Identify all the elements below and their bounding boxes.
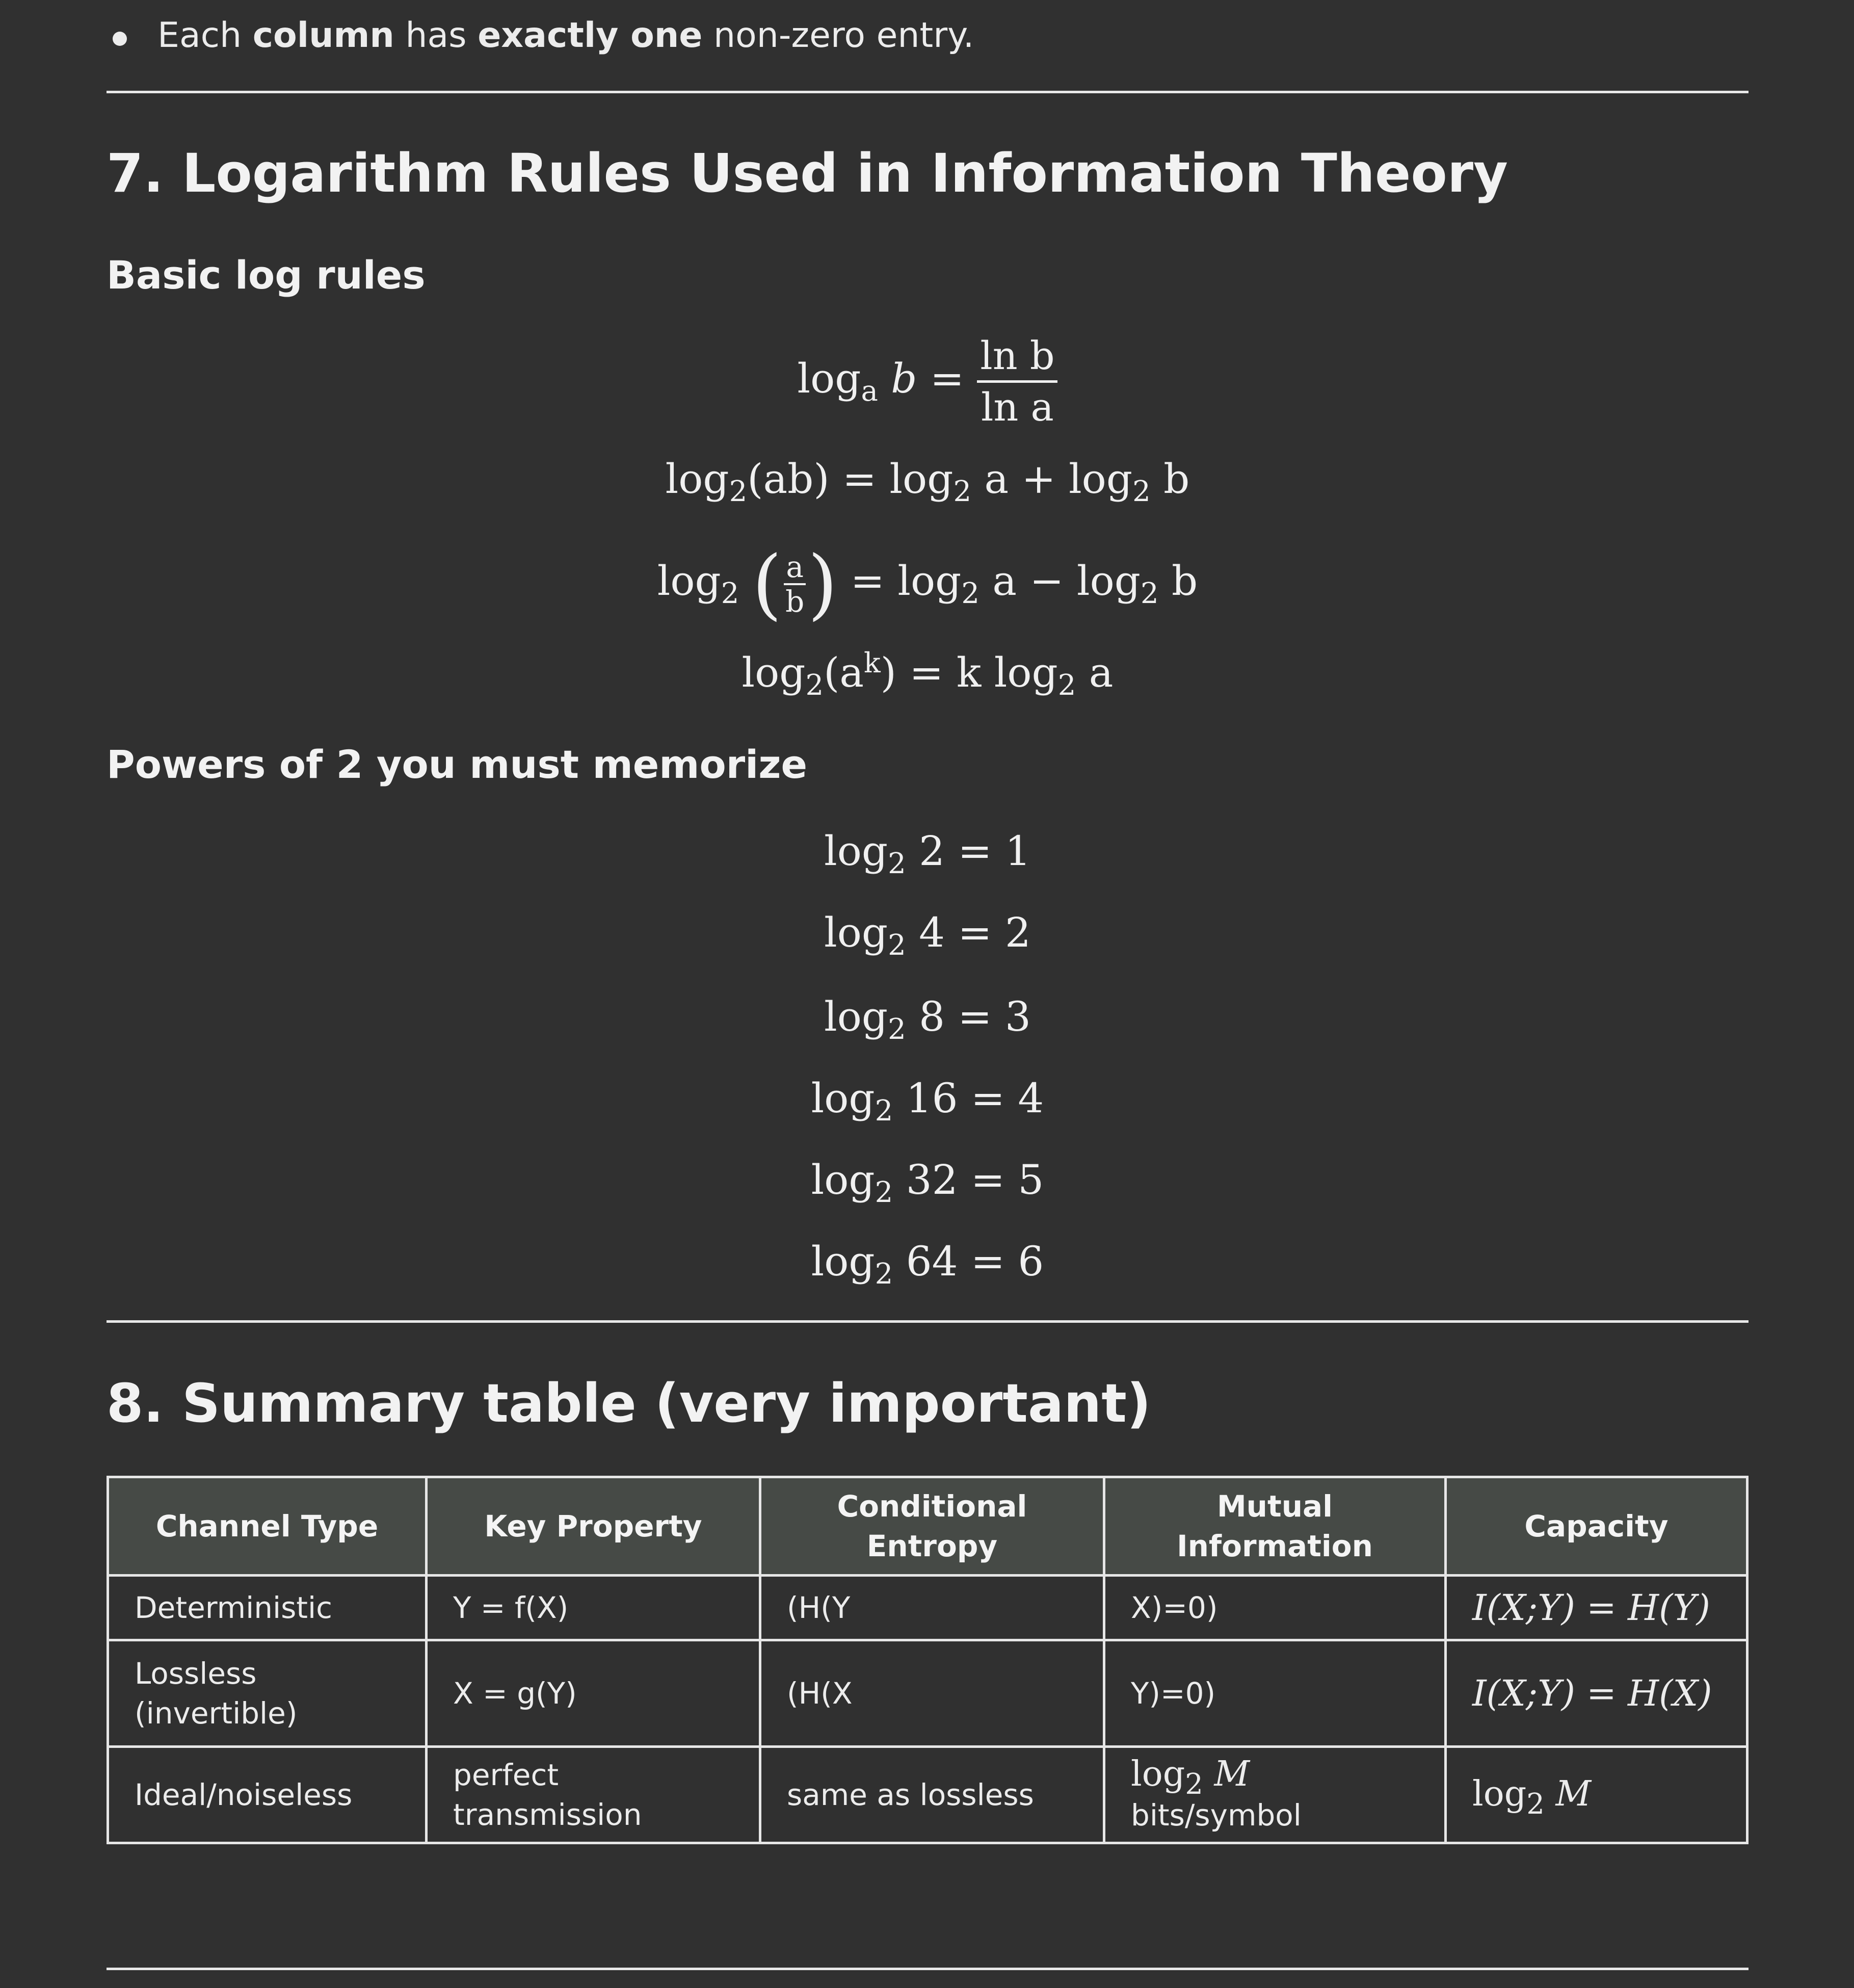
bullet-bold: exactly one xyxy=(478,15,703,56)
summary-table xyxy=(107,1476,1749,1844)
table-cell: $\log_2 M$ bits/symbol xyxy=(1104,1747,1446,1843)
divider xyxy=(107,1968,1749,1970)
power-of-2-row: $\log_2 64 = 6$ xyxy=(811,1238,1044,1291)
power-of-2-row: $\log_2 4 = 2$ xyxy=(824,909,1031,962)
power-of-2-row: $\log_2 2 = 1$ xyxy=(824,827,1031,880)
bullet-text: non-zero entry. xyxy=(702,15,974,56)
table-cell: I(X;Y) = H(X) xyxy=(1446,1640,1747,1747)
table-cell: X)=0) xyxy=(1104,1576,1446,1640)
powers-of-2-heading: Powers of 2 you must memorize xyxy=(107,742,808,787)
bullet-item xyxy=(157,10,974,61)
power-of-2-row: $\log_2 16 = 4$ xyxy=(811,1075,1044,1128)
log-rule-power: $\log_2(a^k) = k$ $\log_2 a$ xyxy=(741,647,1114,702)
table-row xyxy=(108,1640,1747,1747)
power-of-2-row: $\log_2 32 = 5$ xyxy=(811,1156,1044,1209)
header-capacity: Capacity xyxy=(1446,1477,1747,1576)
log-rule-product: $\log_2(ab) = \log_2 a + \log_2 b$ xyxy=(665,455,1190,508)
table-cell: (H(Y xyxy=(760,1576,1104,1640)
header-channel-type: Channel Type xyxy=(108,1477,427,1576)
table-cell: (H(X xyxy=(760,1640,1104,1747)
table-row xyxy=(108,1747,1747,1843)
table-cell: Y = f(X) xyxy=(427,1576,760,1640)
bullet-bold: column xyxy=(252,15,394,56)
table-cell: $\log_2 M$ xyxy=(1446,1747,1747,1843)
table-cell: perfect transmission xyxy=(427,1747,760,1843)
section-8-title: 8. Summary table (very important) xyxy=(107,1372,1151,1434)
log-rule-change-of-base: $\log_a b$ = $\frac{\text{ln b}}{\text{ln a}}$ xyxy=(107,331,1749,432)
divider xyxy=(107,1320,1749,1323)
table-cell: X = g(Y) xyxy=(427,1640,760,1747)
table-cell: I(X;Y) = H(Y) xyxy=(1446,1576,1747,1640)
log-rule-quotient: $\log_2$ ( $\frac{a}{b}) = \log_2 a - \log_2 b$ xyxy=(657,540,1198,629)
table-header-row xyxy=(108,1477,1747,1576)
section-7-title: 7. Logarithm Rules Used in Information Theory xyxy=(107,142,1508,204)
header-key-property: Key Property xyxy=(427,1477,760,1576)
basic-log-rules-heading: Basic log rules xyxy=(107,252,426,298)
power-of-2-row: $\log_2 8 = 3$ xyxy=(824,993,1031,1046)
table-cell: Ideal/noiseless xyxy=(108,1747,427,1843)
divider xyxy=(107,91,1749,93)
table-cell: same as lossless xyxy=(760,1747,1104,1843)
bullet-text: has xyxy=(394,15,478,56)
table-cell: Y)=0) xyxy=(1104,1640,1446,1747)
table-cell: Lossless (invertible) xyxy=(108,1640,427,1747)
table-row xyxy=(108,1576,1747,1640)
bullet-text: Each xyxy=(157,15,253,56)
table-cell: Deterministic xyxy=(108,1576,427,1640)
header-conditional-entropy: Conditional Entropy xyxy=(760,1477,1104,1576)
header-mutual-information: Mutual Information xyxy=(1104,1477,1446,1576)
bullet-dot xyxy=(113,32,127,46)
